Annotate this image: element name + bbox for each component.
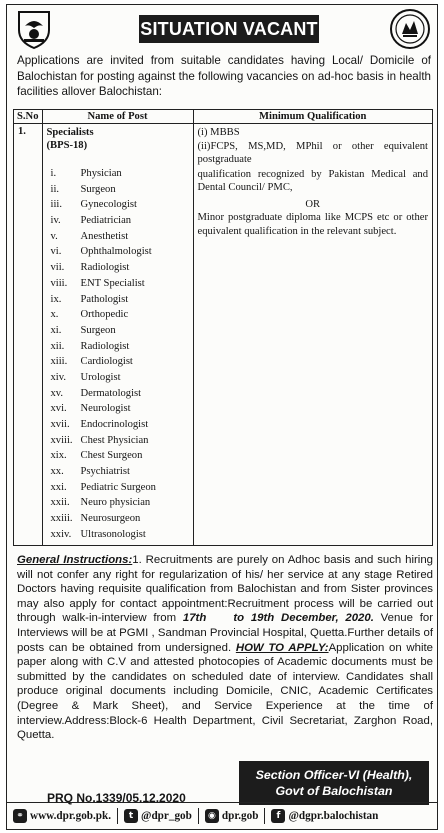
post-item (47, 260, 189, 276)
health-department-emblem-icon (13, 8, 55, 50)
post-name: Physician (80, 168, 122, 179)
interview-date-from: 17th (182, 612, 207, 625)
post-item (47, 307, 189, 323)
post-item (47, 495, 189, 511)
post-name: Chest Physician (80, 434, 149, 446)
post-item (47, 433, 189, 449)
post-name: Chest Surgeon (80, 450, 143, 462)
post-number: x. (50, 309, 59, 321)
instagram-icon: ◉ (205, 809, 219, 823)
issuing-officer: Section Officer-VI (Health), Govt of Balochistan (239, 761, 429, 805)
post-number: vii. (50, 262, 65, 274)
footer-website[interactable]: ⚭ www.dpr.gob.pk. (13, 809, 111, 823)
post-item (47, 323, 189, 339)
balochistan-seal-icon (389, 8, 431, 50)
post-number: v. (50, 230, 58, 242)
footer-twitter[interactable]: t @dpr_gob (124, 809, 192, 823)
post-number: xxii. (50, 497, 70, 509)
post-number: xxi. (50, 481, 67, 493)
post-name: Ultrasonologist (80, 528, 146, 540)
footer-facebook[interactable]: f @dgpr.balochistan (271, 809, 378, 823)
prq-number: PRQ No.1339/05.12.2020 (47, 791, 186, 805)
advertisement-page (6, 4, 438, 830)
globe-icon: ⚭ (13, 809, 27, 823)
post-item (47, 464, 189, 480)
post-item (47, 339, 189, 355)
how-to-apply-heading: HOW TO APPLY: (235, 641, 329, 654)
post-name: Neuro physician (80, 497, 151, 509)
post-name: Neurologist (80, 403, 131, 415)
post-number: xv. (50, 387, 64, 399)
post-item (47, 370, 189, 386)
post-item (47, 197, 189, 213)
instructions-heading: General Instructions: (17, 554, 133, 566)
posts-cell (42, 124, 193, 546)
post-name: Anesthetist (80, 230, 129, 242)
general-instructions: General Instructions:1. Recruitments are purely on Adhoc basis and such hiring will not confer any right for regularization of his/ her service at any stage Retired Doctors having requisite qualification from Balochistan and from Sister provinces may also apply for contact appointment:Recruitment process will be carried out through walk-in-interview from 17th to 19th December, 2020. Venue for Interviews will be at PGMI , Sandman Provincial Hospital, Quetta.Further details of posts can be obtained from undersigned. HOW TO APPLY:Application on white paper along with C.V and attested photocopies of Academic documents must be submitted by the candidates on scheduled date of interview. Candidates shall produce original documents including Domicile, CNIC, Academic Certificates (Degree & Mark Sheet), and Service Experience at the time of interview.Address:Block-6 Health Department, Civil Secretariat, Zarghon Road, Quetta. (17, 554, 434, 742)
post-number: xiii. (50, 356, 68, 368)
post-name: Dermatologist (80, 387, 142, 399)
post-name: Surgeon (80, 324, 116, 336)
post-number: ii. (50, 183, 60, 195)
post-name: Ophthalmologist (80, 246, 152, 258)
post-number: vi. (50, 246, 62, 258)
post-item (47, 386, 189, 402)
qualification-or: OR (305, 198, 321, 210)
post-item (47, 244, 189, 260)
interview-date-range: to 19th December, 2020. (233, 612, 374, 625)
post-number: xvi. (50, 403, 67, 415)
post-name: Orthopedic (80, 309, 129, 321)
twitter-icon: t (124, 809, 138, 823)
post-name: Cardiologist (80, 356, 133, 368)
post-number: xiv. (50, 371, 66, 383)
post-name: Pediatric Surgeon (80, 481, 156, 493)
post-number: ix. (50, 293, 62, 305)
post-name: Gynecologist (80, 199, 137, 211)
post-number: iii. (50, 199, 62, 211)
header (7, 5, 437, 55)
qualification-cell (193, 124, 433, 546)
post-name: Urologist (80, 371, 121, 383)
post-number: xxiv. (50, 528, 72, 540)
post-name: ENT Specialist (80, 277, 145, 289)
post-item (47, 448, 189, 464)
post-number: xi. (50, 324, 62, 336)
qualification-line: qualification recognized by Pakistan Medical and Dental Council/ PMC, (197, 168, 428, 193)
post-item (47, 527, 189, 543)
post-item (47, 417, 189, 433)
post-name: Pathologist (80, 293, 129, 305)
qualification-line: (ii)FCPS, MS,MD, MPhil or other equivalent postgraduate (197, 140, 428, 165)
post-number: xii. (50, 340, 65, 352)
header-qualification: Minimum Qualification (193, 110, 433, 124)
post-item (47, 229, 189, 245)
post-number: xxiii. (50, 513, 73, 525)
footer (7, 802, 437, 829)
post-name: Radiologist (80, 262, 130, 274)
post-name: Endocrinologist (80, 419, 149, 430)
post-name: Surgeon (80, 183, 116, 195)
post-item (47, 511, 189, 527)
post-name: Neurosurgeon (80, 513, 141, 525)
post-item (47, 401, 189, 417)
intro-paragraph: Applications are invited from suitable candidates having Local/ Domicile of Balochistan for posting against the following vacancies on ad-hoc basis in health facilities allover Balochistan: (17, 54, 431, 98)
qualification-line: (i) MBBS (197, 127, 240, 138)
page-title: SITUATION VACANT (139, 15, 319, 43)
vacancy-table (13, 109, 433, 546)
post-item (47, 213, 189, 229)
post-list (47, 166, 189, 543)
post-number: i. (50, 168, 57, 179)
header-post: Name of Post (42, 110, 193, 124)
post-number: xix. (50, 450, 67, 462)
footer-instagram[interactable]: ◉ dpr.gob (205, 809, 259, 823)
scale-label: (BPS-18) (46, 140, 88, 151)
qualification-line: Minor postgraduate diploma like MCPS etc or other equivalent qualification in the relevant subject. (197, 212, 428, 237)
post-item (47, 480, 189, 496)
post-item (47, 354, 189, 370)
table-row (14, 124, 433, 546)
post-number: iv. (50, 215, 61, 227)
post-name: Pediatrician (80, 215, 132, 227)
post-number: xx. (50, 466, 64, 478)
post-item (47, 292, 189, 308)
category-label: Specialists (46, 127, 94, 138)
post-number: viii. (50, 277, 68, 289)
post-item (47, 276, 189, 292)
post-item (47, 182, 189, 198)
header-sno: S.No (14, 110, 43, 124)
post-item (47, 166, 189, 182)
post-name: Psychiatrist (80, 466, 130, 478)
facebook-icon: f (271, 809, 285, 823)
post-name: Radiologist (80, 340, 130, 352)
post-number: xviii. (50, 434, 73, 446)
row-number: 1. (14, 124, 43, 546)
post-number: xvii. (50, 419, 70, 430)
